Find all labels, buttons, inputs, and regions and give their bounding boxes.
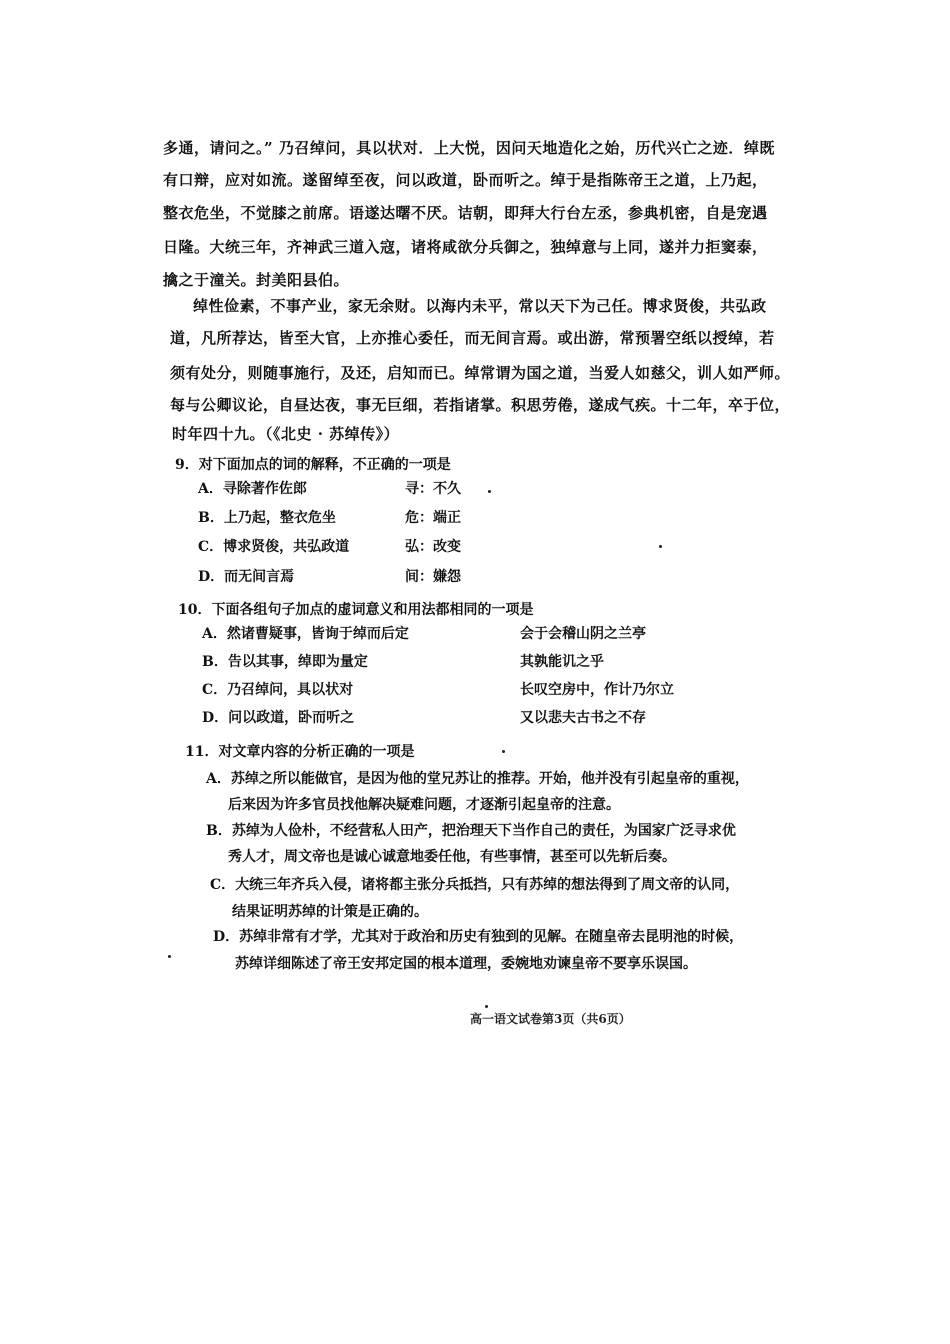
passage-line: 日隆。大统三年，齐神武三道入寇，诸将咸欲分兵御之，独绰意与上同，遂并力拒窦泰， [163, 238, 768, 256]
option-b-gloss: 危：端正 [405, 510, 461, 526]
question-stem: 9．对下面加点的词的解释，不正确的一项是 [175, 457, 451, 473]
option-b: B．上乃起，整衣危坐 [198, 510, 336, 526]
option-b-pair: 其孰能讥之乎 [520, 654, 604, 670]
option-d: D．问以政道，卧而听之 [202, 710, 355, 726]
scan-speck [485, 1005, 488, 1008]
option-a: A．寻除著作佐郎 [198, 481, 307, 497]
scan-speck [168, 955, 171, 958]
option-b: B．告以其事，绰即为量定 [202, 654, 368, 670]
option-c-line1: C．大统三年齐兵入侵，诸将都主张分兵抵挡，只有苏绰的想法得到了周文帝的认同， [210, 877, 740, 893]
option-c: C．博求贤俊，共弘政道 [198, 539, 350, 555]
scan-speck [659, 545, 662, 548]
option-c-pair: 长叹空房中，作计乃尔立 [520, 682, 674, 698]
question-stem: 11．对文章内容的分析正确的一项是 [185, 744, 415, 760]
option-b-line2: 秀人才，周文帝也是诚心诚意地委任他，有些事情，甚至可以先斩后奏。 [228, 849, 676, 865]
option-b-line1: B．苏绰为人俭朴，不经营私人田产，把治理天下当作自己的责任，为国家广泛寻求优 [206, 823, 736, 839]
option-a-line1: A．苏绰之所以能做官，是因为他的堂兄苏让的推荐。开始，他并没有引起皇帝的重视， [206, 771, 749, 787]
option-a-pair: 会于会稽山阴之兰亭 [520, 626, 646, 642]
passage-line: 擒之于潼关。封美阳县伯。 [163, 271, 350, 289]
option-a-gloss: 寻：不久 [405, 481, 461, 497]
option-c-gloss: 弘：改变 [405, 539, 461, 555]
scan-speck [502, 750, 505, 753]
passage-line: 道，凡所荐达，皆至大官，上亦推心委任，而无间言焉。或出游，常预署空纸以授绰，若 [170, 329, 775, 347]
option-d-line2: 苏绰详细陈述了帝王安邦定国的根本道理，委婉地劝谏皇帝不要享乐误国。 [235, 956, 697, 972]
option-a: A．然诸曹疑事，皆询于绰而后定 [202, 626, 409, 642]
passage-line: 有口辩，应对如流。遂留绰至夜，问以政道，卧而听之。绰于是指陈帝王之道，上乃起， [163, 171, 768, 189]
option-d-gloss: 间：嫌怨 [405, 569, 461, 585]
question-stem: 10．下面各组句子加点的虚词意义和用法都相同的一项是 [178, 602, 534, 618]
passage-line: 多通，请问之。” 乃召绰问，具以状对．上大悦，因问天地造化之始，历代兴亡之迹．绰既 [163, 139, 775, 157]
option-c-line2: 结果证明苏绰的计策是正确的。 [232, 904, 428, 920]
passage-line: 整衣危坐，不觉膝之前席。语遂达曙不厌。诘朝，即拜大行台左丞，参典机密，自是宠遇 [163, 204, 768, 222]
passage-line: 每与公卿议论，自昼达夜，事无巨细，若指诸掌。积思劳倦，遂成气疾。十二年，卒于位， [170, 396, 791, 414]
option-d-line1: D．苏绰非常有才学，尤其对于政治和历史有独到的见解。在随皇帝去昆明池的时候， [213, 929, 744, 945]
scan-speck [488, 490, 491, 493]
option-a-line2: 后来因为许多官员找他解决疑难问题，才逐渐引起皇帝的注意。 [228, 797, 620, 813]
passage-line: 须有处分，则随事施行，及还，启知而已。绰常谓为国之道，当爱人如慈父，训人如严师。 [170, 364, 791, 382]
option-c: C．乃召绰问，具以状对 [202, 682, 354, 698]
passage-line: 绰性俭素，不事产业，家无余财。以海内未平，常以天下为己任。博求贤俊，共弘政 [193, 297, 767, 315]
passage-line: 时年四十九。（《北史 · 苏绰传》） [172, 425, 400, 443]
option-d-pair: 又以悲夫古书之不存 [520, 710, 646, 726]
page-footer: 高一语文试卷第3页（共6页） [470, 1012, 631, 1026]
option-d: D．而无间言焉 [198, 569, 295, 585]
